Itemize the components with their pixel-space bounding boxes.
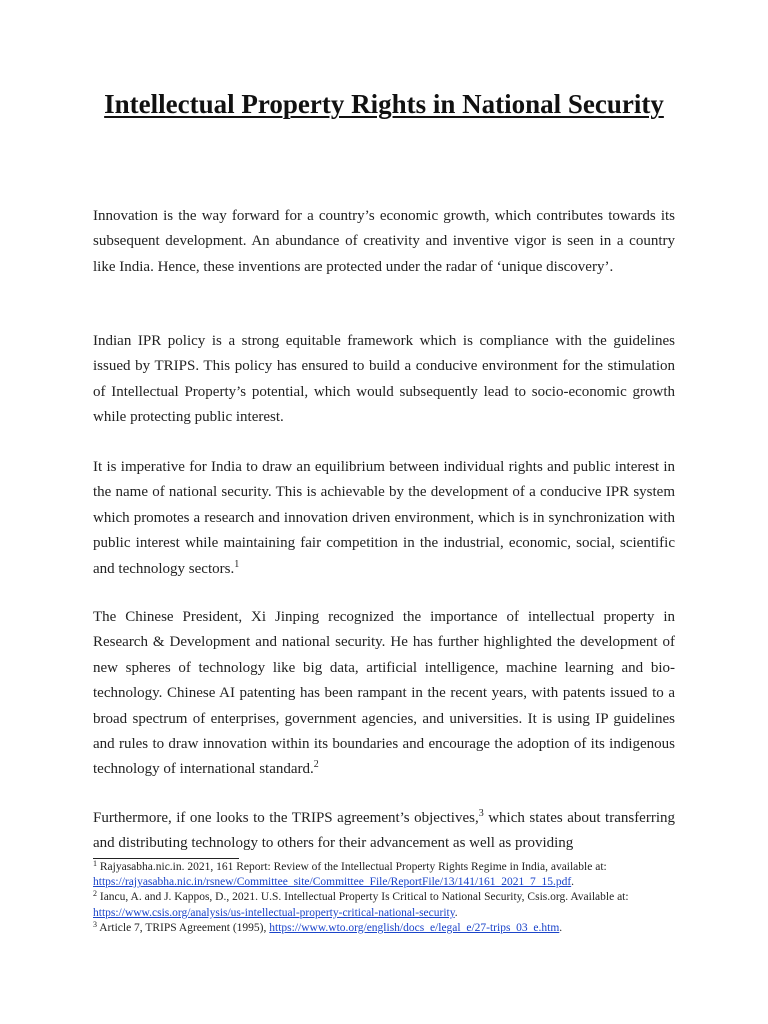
footnote-tail: .: [559, 921, 563, 934]
footnote-number: 1: [93, 859, 97, 868]
paragraph-equilibrium: [93, 455, 675, 582]
footnote-reference-1[interactable]: 1: [234, 558, 240, 570]
paragraph-text: It is imperative for India to draw an equilibrium between individual rights and public interest in the name of national security. This is achievable by the development of a conducive IPR system which promotes a research and innovation driven environment, which is in synchronization with public interest while maintaining fair competition in the industrial, economic, social, scientific and technology sectors.: [93, 459, 675, 577]
paragraph-text: Innovation is the way forward for a country’s economic growth, which contributes towards its subsequent development. An abundance of creativity and inventive vigor is seen in a country like India. Hence, these inventions are protected under the radar of ‘unique discovery’.: [93, 208, 675, 275]
paragraph-innovation: [93, 204, 675, 280]
paragraph-text: Furthermore, if one looks to the TRIPS agreement’s objectives,: [93, 810, 479, 826]
footnote-number: 2: [93, 889, 97, 899]
paragraph-trips-objectives: [93, 806, 675, 857]
paragraph-chinese-president: [93, 605, 675, 783]
paragraph-text: The Chinese President, Xi Jinping recognized the importance of intellectual property in Research & Development and national security. He has further highlighted the development of new spheres of technology like big data, artificial intelligence, machine learning and bio-technology. Chinese AI patenting has been rampant in the recent years, with patents issued to a broad spectrum of enterprises, government agencies, and universities. It is using IP guidelines and rules to draw innovation within its boundaries and encourage the adoption of its indigenous technology of international standard.: [93, 609, 675, 778]
footnote-3: [93, 921, 675, 936]
footnote-1: [93, 860, 675, 890]
paragraph-text: Indian IPR policy is a strong equitable framework which is compliance with the guidelines issued by TRIPS. This policy has ensured to build a conducive environment for the stimulation of Intellectual Property’s potential, which would subsequently lead to socio-economic growth while protecting public interest.: [93, 333, 675, 426]
paragraph-text: which states about transferring and distributing technology to others for their advancement as well as providing: [93, 810, 676, 852]
footnote-text: Rajyasabha.nic.in. 2021, 161 Report: Review of the Intellectual Property Rights Regime in India, available at:: [97, 861, 607, 873]
footnote-text: Article 7, TRIPS Agreement (1995),: [97, 921, 270, 934]
footnote-number: 3: [93, 919, 97, 929]
footnote-link[interactable]: https://www.csis.org/analysis/us-intellectual-property-critical-national-security: [93, 906, 455, 919]
footnote-text: Iancu, A. and J. Kappos, D., 2021. U.S. Intellectual Property Is Critical to National Security, Csis.org. Available at:: [97, 891, 629, 904]
paragraph-indian-ipr-policy: [93, 329, 675, 431]
footnote-link[interactable]: https://rajyasabha.nic.in/rsnew/Committee_site/Committee_File/ReportFile/13/141/161_2021_7_15.pdf: [93, 876, 572, 889]
footnote-2: [93, 890, 675, 920]
footnote-tail: .: [571, 876, 575, 889]
footnote-link[interactable]: https://www.wto.org/english/docs_e/legal_e/27-trips_03_e.htm: [269, 921, 560, 934]
footnote-reference-3[interactable]: 3: [478, 808, 484, 819]
footnotes-section: [93, 860, 675, 936]
footnote-tail: .: [454, 906, 458, 919]
page-title: Intellectual Property Rights in National Security: [104, 89, 664, 119]
footnote-reference-2[interactable]: 2: [313, 759, 319, 771]
footnote-separator: [93, 858, 239, 859]
